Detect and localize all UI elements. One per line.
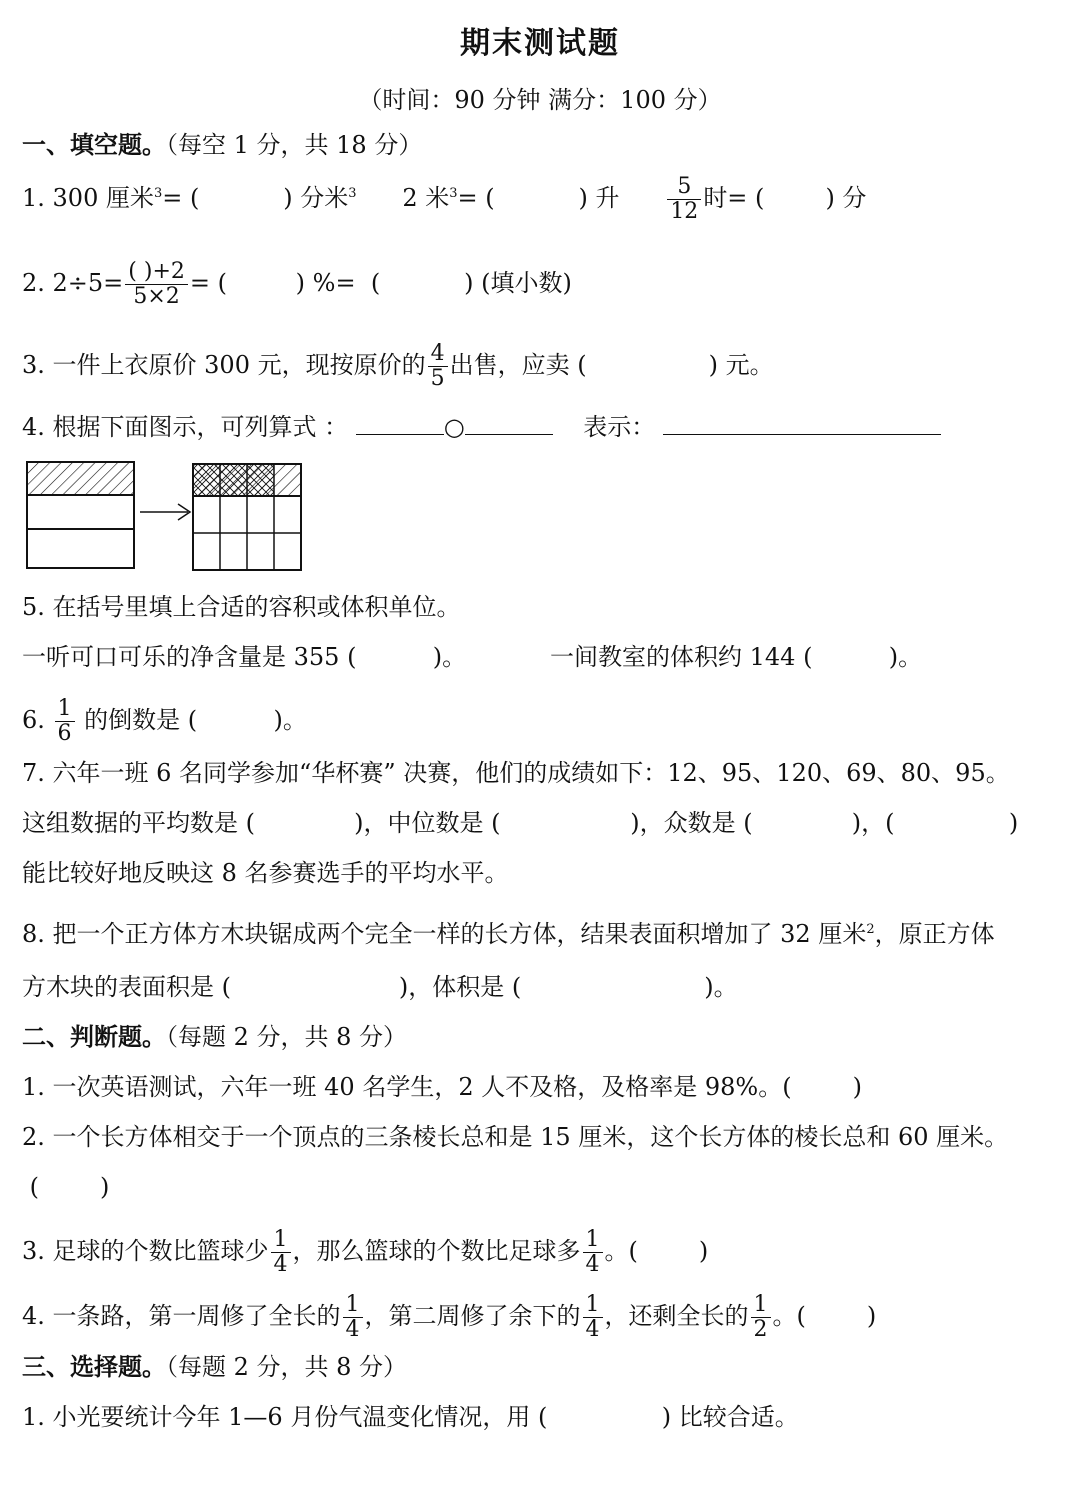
page-title: 期末测试题 [460, 26, 620, 61]
question-5-line-a: 一听可口可乐的净含量是 355 ( )。 [22, 643, 467, 671]
blank-line [465, 412, 553, 435]
blank-line [356, 412, 444, 435]
question-5: 5. 在括号里填上合适的容积或体积单位。 [22, 593, 461, 621]
fraction: $\frac{1}{4}$ [583, 1293, 603, 1342]
fraction: $\frac{4}{5}$ [428, 342, 448, 391]
question-1: 1. 300 厘米$^3$= ( ) 分米$^3$ 2 米$^3$= ( ) 升 $\frac{5}{12}$ 时= ( ) 分 [22, 174, 867, 224]
judge-2-answer: ( ) [22, 1173, 110, 1201]
exam-info: （时间：90 分钟 满分：100 分） [358, 86, 722, 114]
fraction: $\frac{5}{12}$ [667, 175, 701, 224]
question-4: 4. 根据下面图示，可列算式 ： ○ 表示： [22, 412, 941, 442]
question-7-line-3: 能比较好地反映这 8 名参赛选手的平均水平。 [22, 859, 509, 887]
fraction: $\frac{1}{4}$ [583, 1228, 603, 1277]
question-3: 3. 一件上衣原价 300 元，现按原价的 $\frac{4}{5}$ 出售，应卖 ( ) 元。 [22, 341, 774, 391]
question-7: 7. 六年一班 6 名同学参加“华杯赛” 决赛，他们的成绩如下：12、95、120、69、80、95。 [22, 759, 1010, 787]
judge-4: 4. 一条路，第一周修了全长的 $\frac{1}{4}$ ，第二周修了余下的 $\frac{1}{4}$ ，还剩全长的 $\frac{1}{2}$ 。( ) [22, 1292, 877, 1342]
fraction: $\frac{1}{6}$ [55, 697, 75, 746]
question-6: 6. $\frac{1}{6}$ 的倒数是 ( )。 [22, 696, 307, 746]
fraction: $\frac{1}{4}$ [271, 1228, 291, 1277]
fraction-diagram [22, 456, 312, 576]
fraction: $\frac{1}{4}$ [343, 1293, 363, 1342]
section-1-heading: 一、填空题。（每空 1 分，共 18 分） [22, 130, 423, 159]
judge-3: 3. 足球的个数比篮球少 $\frac{1}{4}$ ，那么篮球的个数比足球多 $\frac{1}{4}$ 。( ) [22, 1227, 709, 1277]
question-8: 8. 把一个正方体方木块锯成两个完全一样的长方体，结果表面积增加了 32 厘米$^2$，原正方体 [22, 920, 995, 948]
question-8-line-2: 方木块的表面积是 ( )，体积是 ( )。 [22, 973, 738, 1001]
question-2: 2. 2÷5= $\frac{( )+2}{5\times 2}$ = ( ) %= ( ) (填小数) [22, 259, 572, 309]
judge-2: 2. 一个长方体相交于一个顶点的三条棱长总和是 15 厘米，这个长方体的棱长总和 60 厘米。 [22, 1123, 1009, 1151]
fraction: $\frac{( )+2}{5\times 2}$ [125, 260, 188, 309]
section-2-heading: 二、判断题。（每题 2 分，共 8 分） [22, 1022, 408, 1051]
question-5-line-b: 一间教室的体积约 144 ( )。 [550, 643, 923, 671]
fraction: $\frac{1}{2}$ [751, 1293, 771, 1342]
blank-line [663, 412, 941, 435]
choice-1: 1. 小光要统计今年 1—6 月份气温变化情况，用 ( ) 比较合适。 [22, 1403, 799, 1431]
judge-1: 1. 一次英语测试，六年一班 40 名学生，2 人不及格，及格率是 98%。( ) [22, 1073, 862, 1101]
question-7-line-2: 这组数据的平均数是 ( )，中位数是 ( )，众数是 ( )，( ) [22, 809, 1019, 837]
section-3-heading: 三、选择题。（每题 2 分，共 8 分） [22, 1352, 408, 1381]
